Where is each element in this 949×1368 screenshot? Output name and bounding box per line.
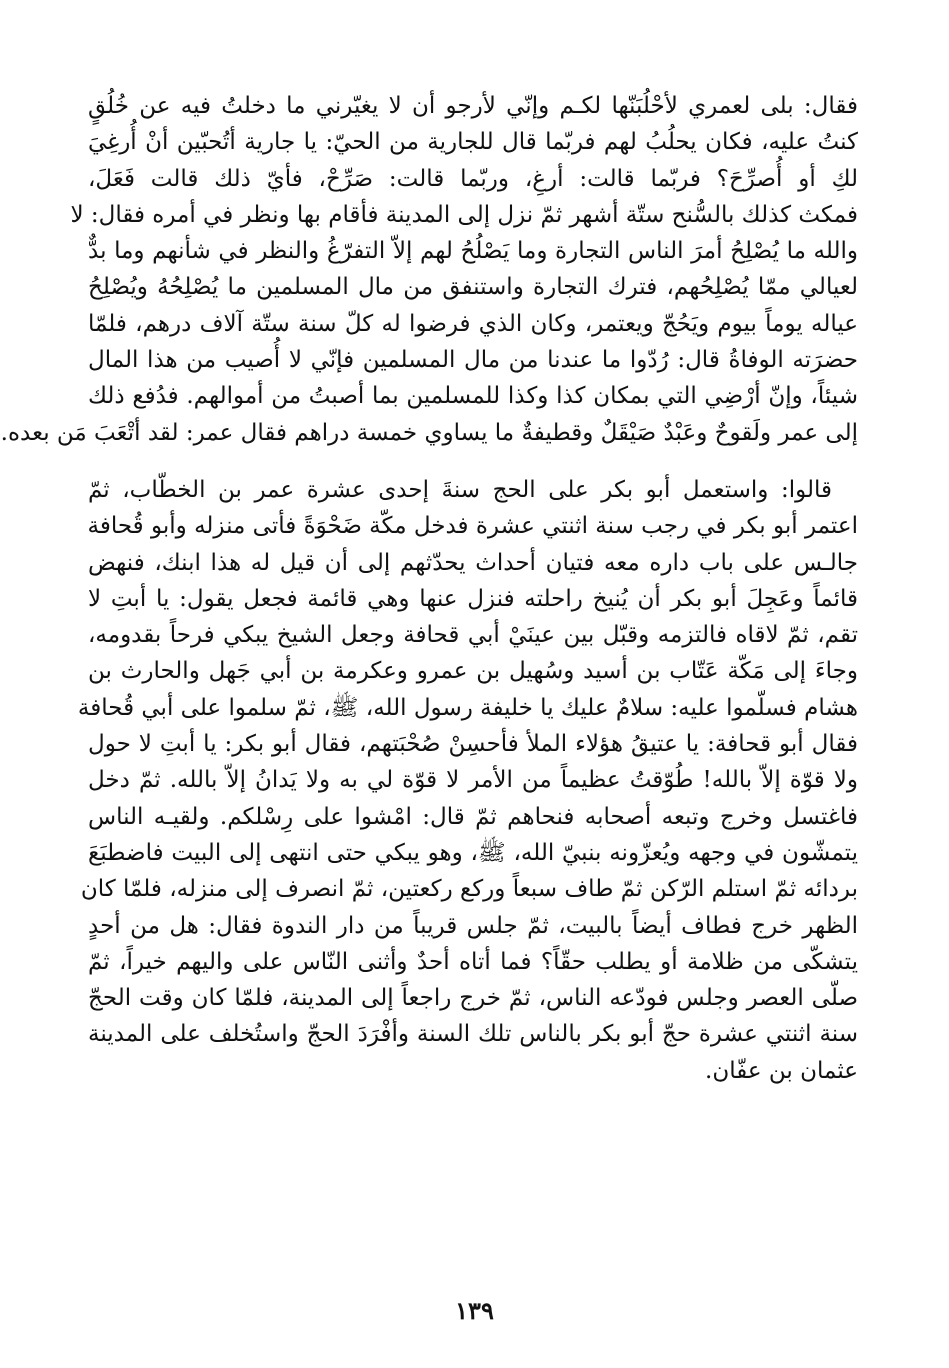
text-line: عثمان بن عفّان.: [705, 1057, 858, 1084]
text-line: فاغتسل وخرج وتبعه أصحابه فنحاهم ثمّ قال: امْشوا على رِسْلكم. ولقيـه الناس: [88, 803, 858, 830]
text-line: حضرَته الوفاةُ قال: رُدّوا ما عندنا من مال المسلمين فإنّي لا أُصيب من هذا المال: [88, 347, 858, 374]
text-line: هشام فسلّموا عليه: سلامٌ عليك يا خليفة رسول الله، ﷺ، ثمّ سلموا على أبي قُحافة: [77, 694, 858, 721]
text-line: قائماً وعَجِلَ أبو بكر أن يُنيخ راحلته فنزل عنها وهي قائمة فجعل يقول: يا أبتِ لا: [88, 585, 858, 612]
text-line: وجاءَ إلى مَكّة عَتّاب بن أسيد وسُهيل بن عمرو وعكرمة بن أبي جَهل والحارث بن: [88, 658, 858, 685]
text-line: لكِ أو أُصرِّحَ؟ فربّما قالت: أرغِ، وربّما قالت: صَرِّحْ، فأيّ ذلك قالت فَعَلَ،: [88, 165, 858, 192]
text-line: سنة اثنتي عشرة حجّ أبو بكر بالناس تلك السنة وأفْرَدَ الحجّ واستُخلف على المدينة: [88, 1021, 858, 1048]
text-line: ولا قوّة إلاّ بالله! طُوّقتُ عظيماً من الأمر لا قوّة لي به ولا يَدانُ إلاّ بالله. ثمّ دخل: [88, 767, 858, 794]
text-line: إلى عمر ولَقوحٌ وعَبْدٌ صَيْقَلٌ وقطيفةٌ ما يساوي خمسة دراهم فقال عمر: لقد أتْعَبَ مَن بعده.: [0, 419, 858, 446]
paragraph-1: [0, 88, 858, 451]
text-line: الظهر خرج فطاف أيضاً بالبيت، ثمّ جلس قريباً من دار الندوة فقال: هل من أحدٍ: [88, 912, 858, 939]
text-line: شيئاً، وإنّ أرْضِي التي بمكان كذا وكذا للمسلمين بما أصبتُ من أموالهم. فدُفع ذلك: [88, 383, 858, 410]
text-line: بردائه ثمّ استلم الرّكن ثمّ طاف سبعاً وركع ركعتين، ثمّ انصرف إلى منزله، فلمّا كان: [80, 876, 858, 903]
text-line: عياله يوماً بيوم ويَحُجّ ويعتمر، وكان الذي فرضوا له كلّ سنة ستّة آلاف درهم، فلمّا: [88, 310, 858, 337]
text-line: قالوا: واستعمل أبو بكر على الحج سنةَ إحدى عشرة عمر بن الخطّاب، ثمّ: [88, 476, 832, 503]
text-line: يتشكّى من ظلامة أو يطلب حقّاً؟ فما أتاه أحدٌ وأثنى النّاس على واليهم خيراً، ثمّ: [88, 948, 858, 975]
text-line: والله ما يُصْلِحُ أمرَ الناس التجارة وما يَصْلُحُ لهم إلاّ التفرّغُ والنظر في شأنهم وما بدٌّ: [88, 238, 858, 265]
text-line: تقم، ثمّ لاقاه فالتزمه وقبّل بين عينَيْ أبي قحافة وجعل الشيخ يبكي فرحاً بقدومه،: [88, 622, 858, 649]
text-line: صلّى العصر وجلس فودّعه الناس، ثمّ خرج راجعاً إلى المدينة، فلمّا كان وقت الحجّ: [88, 985, 858, 1012]
text-line: فقال أبو قحافة: يا عتيقُ هؤلاء الملأ فأحسِنْ صُحْبَتهم، فقال أبو بكر: يا أبتِ لا حول: [88, 731, 858, 758]
text-line: فمكث كذلك بالسُّنح ستّة أشهر ثمّ نزل إلى المدينة فأقام بها ونظر في أمره فقال: لا: [70, 201, 858, 228]
page-number: ١٣٩: [455, 1296, 494, 1325]
text-line: لعيالي ممّا يُصْلِحُهم، فترك التجارة واستنفق من مال المسلمين ما يُصْلِحُهُ ويُصْلِحُ: [88, 274, 858, 301]
paragraph-2: [77, 472, 858, 1089]
page-body: [0, 88, 858, 1089]
text-line: كنتُ عليه، فكان يحلُبُ لهم فربّما قال للجارية من الحيّ: يا جارية أتُحبّين أنْ أُرغِيَ: [88, 129, 858, 156]
text-line: اعتمر أبو بكر في رجب سنة اثنتي عشرة فدخل مكّة ضَحْوَةً فأتى منزله وأبو قُحافة: [87, 513, 858, 540]
text-line: يتمشّون في وجهه ويُعزّونه بنبيّ الله، ﷺ، وهو يبكي حتى انتهى إلى البيت فاضطبَعَ: [88, 839, 858, 866]
text-line: فقال: بلى لعمري لأحْلُبَنّها لكـم وإنّي لأرجو أن لا يغيّرني ما دخلتُ فيه عن خُلُقٍ: [88, 93, 858, 119]
text-line: جالـس على باب داره معه فتيان أحداث يحدّثهم إلى أن قيل له هذا ابنك، فنهض: [88, 549, 858, 576]
